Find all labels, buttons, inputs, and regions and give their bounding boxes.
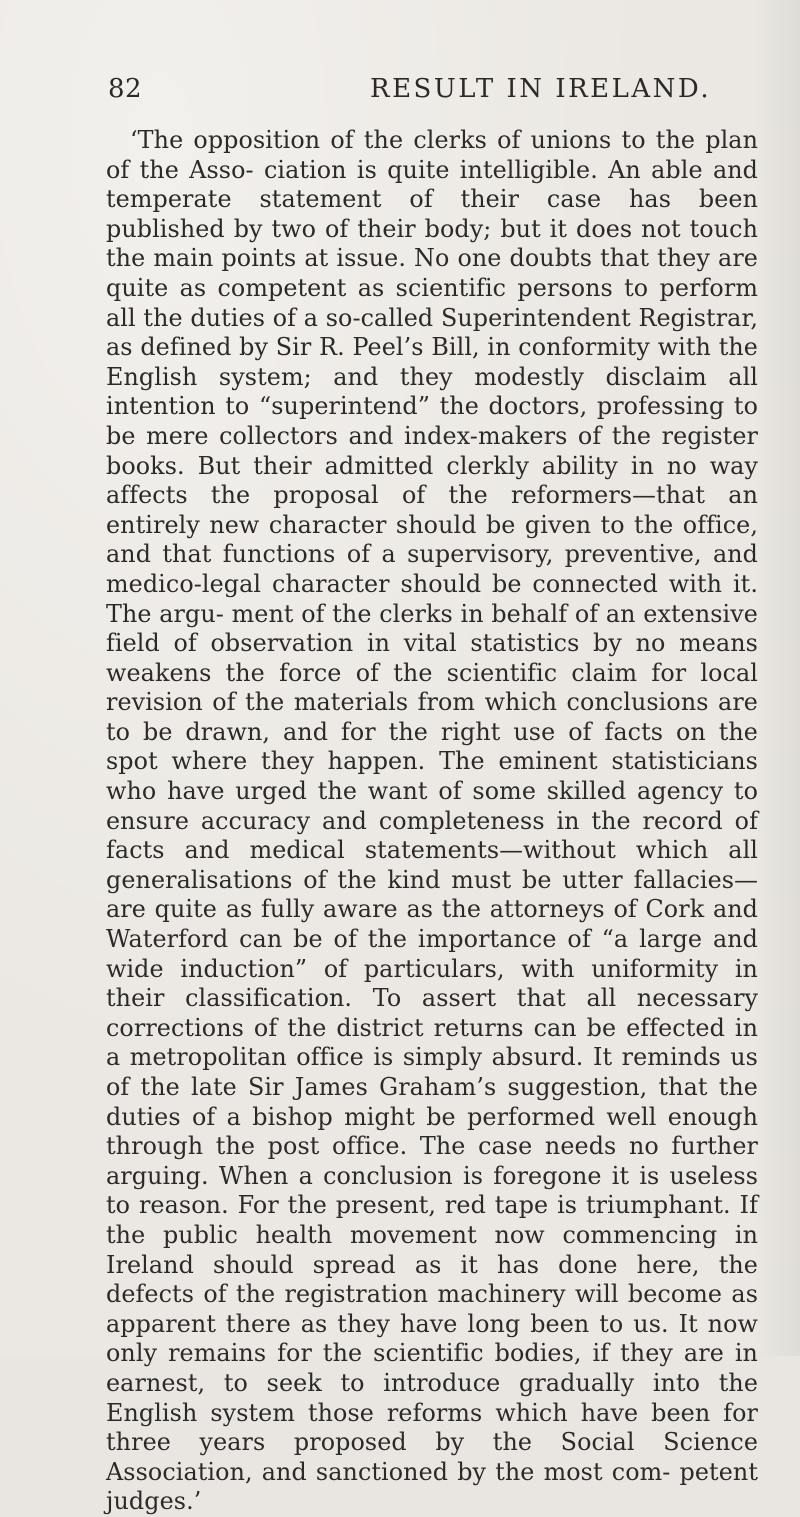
page-header (108, 74, 758, 106)
body-paragraph: ‘The opposition of the clerks of unions to the plan of the Asso- ciation is quite intelligible. An able and temperate statement of their case has been published by two of their body; but it does not touch the main points at issue. No one doubts that they are quite as competent as scientific persons to perform all the duties of a so-called Superintendent Registrar, as defined by Sir R. Peel’s Bill, in conformity with the English system; and they modestly disclaim all intention to “superintend” the doctors, professing to be mere collectors and index-makers of the register books. But their admitted clerkly ability in no way affects the proposal of the reformers—that an entirely new character should be given to the office, and that functions of a supervisory, preventive, and medico-legal character should be connected with it. The argu- ment of the clerks in behalf of an extensive field of observation in vital statistics by no means weakens the force of the scientific claim for local revision of the materials from which conclusions are to be drawn, and for the right use of facts on the spot where they happen. The eminent statisticians who have urged the want of some skilled agency to ensure accuracy and completeness in the record of facts and medical statements—without which all generalisations of the kind must be utter fallacies—are quite as fully aware as the attorneys of Cork and Waterford can be of the importance of “a large and wide induction” of particulars, with uniformity in their classification. To assert that all necessary corrections of the district returns can be effected in a metropolitan office is simply absurd. It reminds us of the late Sir James Graham’s suggestion, that the duties of a bishop might be performed well enough through the post office. The case needs no further arguing. When a conclusion is foregone it is useless to reason. For the present, red tape is triumphant. If the public health movement now commencing in Ireland should spread as it has done here, the defects of the registration machinery will become as apparent there as they have long been to us. It now only remains for the scientific bodies, if they are in earnest, to seek to introduce gradually into the English system those reforms which have been for three years proposed by the Social Science Association, and sanctioned by the most com- petent judges.’ (106, 126, 758, 1516)
page-number: 82 (108, 74, 143, 104)
running-title: RESULT IN IRELAND. (370, 74, 712, 104)
